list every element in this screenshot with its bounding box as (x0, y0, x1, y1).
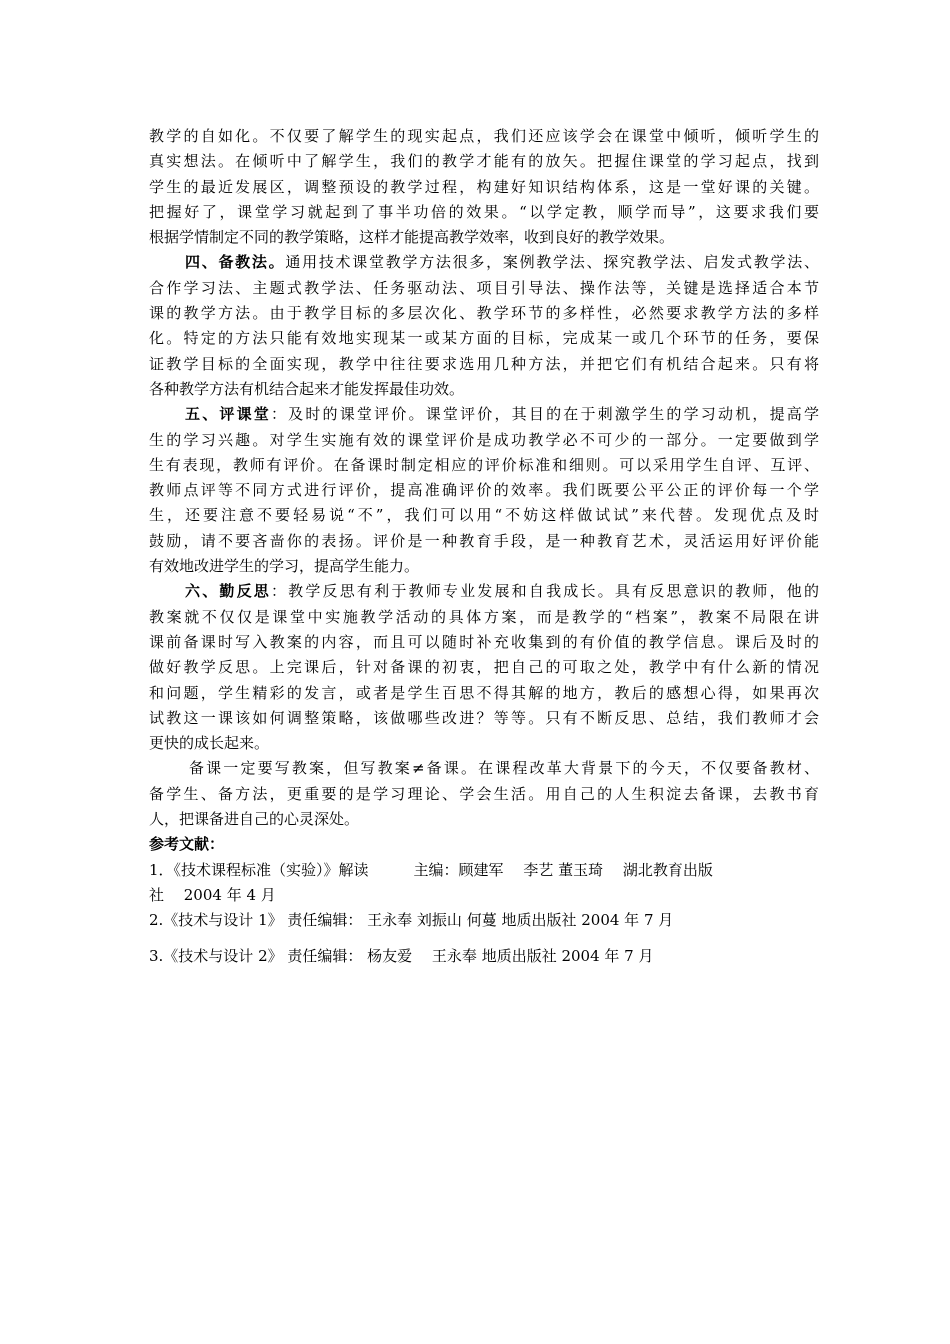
text-line: 真实想法。在倾听中了解学生，我们的教学才能有的放矢。把握住课堂的学习起点，找到 (149, 152, 819, 171)
text-line: 备课一定要写教案，但写教案≠备课。在课程改革大背景下的今天，不仅要备教材、 (189, 759, 819, 778)
text-line: 生，还要注意不要轻易说“不”，我们可以用“不妨这样做试试”来代替。发现优点及时 (149, 506, 819, 525)
text-line: 课的教学方法。由于教学目标的多层次化、教学环节的多样性，必然要求教学方法的多样 (149, 304, 819, 323)
reference-item-continued: 社 2004 年 4 月 (149, 885, 276, 904)
text-line: 各种教学方法有机结合起来才能发挥最佳功效。 (149, 379, 465, 398)
text-line: 备学生、备方法，更重要的是学习理论、学会生活。用自己的人生积淀去备课，去教书育 (149, 784, 819, 803)
text-line: 六、勤反思：教学反思有利于教师专业发展和自我成长。具有反思意识的教师，他的 (185, 582, 819, 601)
text-line: 学生的最近发展区，调整预设的教学过程，构建好知识结构体系，这是一堂好课的关键。 (149, 177, 819, 196)
text-line: 根据学情制定不同的教学策略，这样才能提高教学效率，收到良好的教学效果。 (149, 228, 675, 247)
text-line: 四、备教法。通用技术课堂教学方法很多，案例教学法、探究教学法、启发式教学法、 (185, 253, 819, 272)
text-line: 把握好了，课堂学习就起到了事半功倍的效果。“以学定教，顺学而导”，这要求我们要 (149, 202, 819, 221)
text-line: 课前备课时写入教案的内容，而且可以随时补充收集到的有价值的教学信息。课后及时的 (149, 632, 819, 651)
paragraph-teaching-methods (149, 250, 819, 402)
references-heading: 参考文献： (149, 835, 225, 854)
text-line: 和问题，学生精彩的发言，或者是学生百思不得其解的地方，教后的感想心得，如果再次 (149, 683, 819, 702)
paragraph-reflection (149, 579, 819, 756)
text-line: 教学的自如化。不仅要了解学生的现实起点，我们还应该学会在课堂中倾听，倾听学生的 (149, 127, 819, 145)
paragraph-conclusion (149, 756, 819, 832)
text-line: 教师点评等不同方式进行评价，提高准确评价的效率。我们既要公平公正的评价每一个学 (149, 481, 819, 500)
text-line: 证教学目标的全面实现，教学中往往要求选用几种方法，并把它们有机结合起来。只有将 (149, 354, 819, 373)
references-section (149, 832, 819, 968)
text-line: 人，把课备进自己的心灵深处。 (149, 810, 360, 829)
spacer (149, 934, 819, 944)
text-line: 教案就不仅仅是课堂中实施教学活动的具体方案，而是教学的“档案”，教案不局限在讲 (149, 607, 819, 626)
text-line: 更快的成长起来。 (149, 734, 270, 753)
text-line: 生的学习兴趣。对学生实施有效的课堂评价是成功教学必不可少的一部分。一定要做到学 (149, 430, 819, 449)
text-line: 鼓励，请不要吝啬你的表扬。评价是一种教育手段，是一种教育艺术，灵活运用好评价能 (149, 531, 819, 550)
text-line: 五、评课堂：及时的课堂评价。课堂评价，其目的在于刺激学生的学习动机，提高学 (185, 405, 819, 424)
section-heading: 四、备教法。 (185, 253, 286, 272)
text-line: 做好教学反思。上完课后，针对备课的初衷，把自己的可取之处，教学中有什么新的情况 (149, 658, 819, 677)
text-line: 合作学习法、主题式教学法、任务驱动法、项目引导法、操作法等，关键是选择适合本节 (149, 278, 819, 297)
section-heading: 五、评课堂 (185, 405, 271, 424)
text-line: 有效地改进学生的学习，提高学生能力。 (149, 557, 420, 576)
document-page (149, 124, 819, 969)
text-line: 化。特定的方法只能有效地实现某一或某方面的目标，完成某一或几个环节的任务，要保 (149, 329, 819, 348)
text-line: 生有表现，教师有评价。在备课时制定相应的评价标准和细则。可以采用学生自评、互评、 (149, 455, 819, 474)
reference-item: 3.《技术与设计 2》 责任编辑： 杨友爱 王永奉 地质出版社 2004 年 7 月 (149, 946, 654, 965)
paragraph-class-evaluation (149, 402, 819, 579)
text-line: 试教这一课该如何调整策略，该做哪些改进？等等。只有不断反思、总结，我们教师才会 (149, 708, 819, 727)
section-heading: 六、勤反思 (185, 582, 271, 601)
reference-item: 1．《技术课程标准（实验）》解读 主编：顾建军 李艺 董玉琦 湖北教育出版 (149, 860, 713, 879)
paragraph-learning-start (149, 124, 819, 250)
reference-item: 2.《技术与设计 1》 责任编辑： 王永奉 刘振山 何蔓 地质出版社 2004 年 7 月 (149, 911, 674, 930)
